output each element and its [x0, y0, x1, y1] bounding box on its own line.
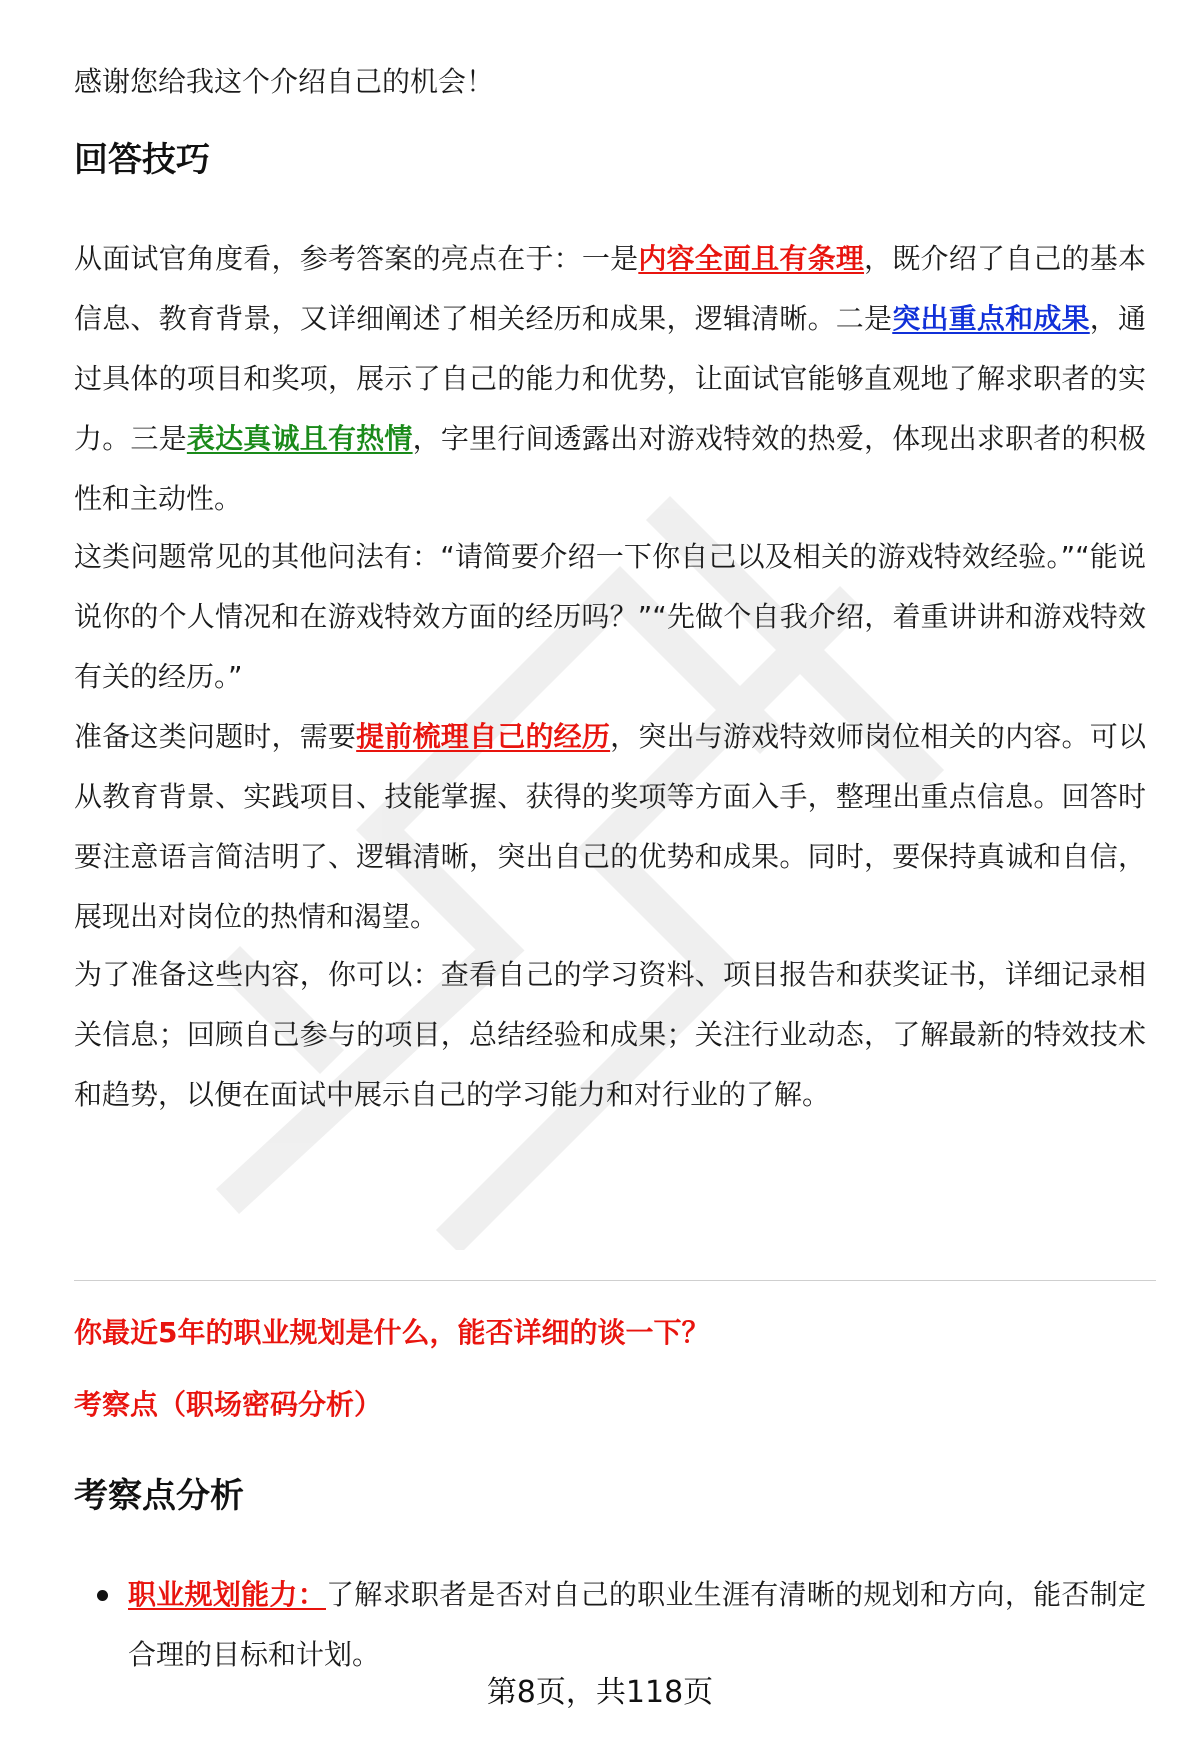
list-item [74, 1565, 1146, 1685]
text-run: ，字里行间透露出对游戏特效的热爱，体现出求职者的积极性和主动性。 [74, 422, 1146, 515]
highlight-organize-experience: 提前梳理自己的经历 [356, 720, 611, 753]
answer-tips-paragraph-2: 这类问题常见的其他问法有：“请简要介绍一下你自己以及相关的游戏特效经验。”“能说说你的个人情况和在游戏特效方面的经历吗？”“先做个自我介绍，着重讲讲和游戏特效有关的经历。” [74, 540, 1146, 693]
analysis-bullet-list [74, 1565, 1146, 1685]
section-heading-analysis: 考察点分析 [74, 1476, 244, 1516]
text-run: ，突出与游戏特效师岗位相关的内容。可以从教育背景、实践项目、技能掌握、获得的奖项等方面入手，整理出重点信息。回答时要注意语言简洁明了、逻辑清晰，突出自己的优势和成果。同时，要保持真诚和自信，展现出对岗位的热情和渴望。 [74, 720, 1146, 933]
highlight-key-results: 突出重点和成果 [892, 302, 1090, 335]
text-run: ，通过具体的项目和奖项，展示了自己的能力和优势，让面试官能够直观地了解求职者的实力。三是 [74, 302, 1146, 455]
page-number: 第8页，共118页 [486, 1675, 714, 1710]
answer-tips-paragraph-3 [74, 707, 1146, 947]
question-subtitle: 考察点（职场密码分析） [74, 1388, 383, 1421]
answer-tips-paragraph-4: 为了准备这些内容，你可以：查看自己的学习资料、项目报告和获奖证书，详细记录相关信息；回顾自己参与的项目，总结经验和成果；关注行业动态，了解最新的特效技术和趋势，以便在面试中展示自己的学习能力和对行业的了解。 [74, 958, 1146, 1111]
section-heading-answer-tips: 回答技巧 [74, 140, 210, 180]
bullet-text: 了解求职者是否对自己的职业生涯有清晰的规划和方向，能否制定合理的目标和计划。 [128, 1578, 1146, 1671]
intro-line: 感谢您给我这个介绍自己的机会！ [74, 65, 495, 98]
question-title: 你最近5年的职业规划是什么，能否详细的谈一下？ [74, 1316, 710, 1349]
text-run: ，既介绍了自己的基本信息、教育背景，又详细阐述了相关经历和成果，逻辑清晰。二是 [74, 242, 1146, 335]
section-divider [74, 1280, 1156, 1281]
highlight-comprehensive: 内容全面且有条理 [638, 242, 865, 275]
bullet-dot-icon [97, 1590, 108, 1601]
text-run: 准备这类问题时，需要 [74, 720, 357, 753]
answer-tips-paragraph-1 [74, 229, 1146, 529]
highlight-sincere: 表达真诚且有热情 [186, 422, 413, 455]
bullet-label: 职业规划能力： [128, 1578, 326, 1611]
text-run: 从面试官角度看，参考答案的亮点在于：一是 [74, 242, 639, 275]
